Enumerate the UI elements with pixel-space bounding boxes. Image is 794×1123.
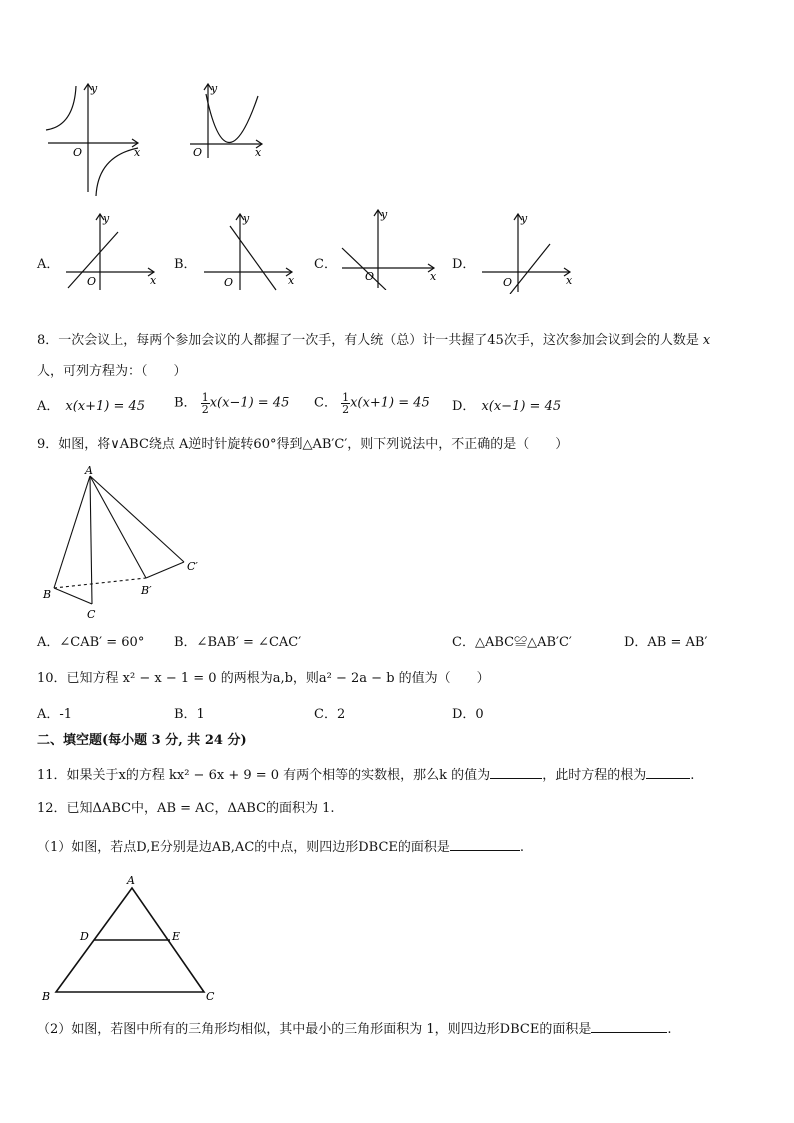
q7-graph-parabola <box>186 80 276 160</box>
point-c-label: C <box>87 608 96 621</box>
q7-option-a-label: A． <box>37 257 60 272</box>
svg-text:y: y <box>103 212 110 225</box>
q8-stem-line1: 8．一次会议上，每两个参加会议的人都握了一次手，有人统（总）计一共握了45次手，这次参加会议到会的人数是 x <box>37 333 711 348</box>
q9-option-a: A．∠CAB′ = 60° <box>37 635 145 650</box>
point-e-label: E <box>172 930 181 943</box>
svg-text:y: y <box>381 208 388 221</box>
axis-x-label: x <box>134 146 141 159</box>
q12-sub1: （1）如图，若点D,E分别是边AB,AC的中点，则四边形DBCE的面积是 . <box>37 836 524 857</box>
q10-option-d: D．0 <box>452 707 484 722</box>
point-a-label: A <box>85 464 93 477</box>
section-title: 二、填空题(每小题 3 分, 共 24 分) <box>37 733 247 748</box>
q11-blank-root[interactable] <box>646 764 690 779</box>
q8-option-d: D． x(x−1) = 45 <box>452 399 562 414</box>
q12-sub2: （2）如图，若图中所有的三角形均相似，其中最小的三角形面积为 1，则四边形DBCE的面积是 . <box>37 1018 671 1039</box>
q7-option-d-label: D． <box>452 257 476 272</box>
q9-stem: 9．如图，将∨ABC绕点 A逆时针旋转60°得到△AB′C′，则下列说法中，不正确的是（ ） <box>37 437 569 452</box>
q10-stem: 10．已知方程 x² − x − 1 = 0 的两根为a,b，则a² − 2a − b 的值为（ ） <box>37 671 490 686</box>
q7-option-b-graph <box>200 210 300 292</box>
svg-text:x: x <box>430 270 437 283</box>
svg-text:x: x <box>566 274 573 287</box>
q11-stem: 11．如果关于x的方程 kx² − 6x + 9 = 0 有两个相等的实数根，那么k 的值为 ，此时方程的根为 . <box>37 764 694 785</box>
svg-text:y: y <box>243 212 250 225</box>
point-b-label: B <box>42 990 51 1003</box>
q12-triangle-figure <box>38 870 228 1006</box>
q7-option-b-label: B． <box>174 257 197 272</box>
svg-text:O: O <box>503 276 513 289</box>
point-b1-label: B′ <box>141 584 152 597</box>
point-b-label: B <box>43 588 52 601</box>
q9-option-c: C．△ABC≌△AB′C′ <box>452 635 572 650</box>
svg-text:O: O <box>224 276 234 289</box>
q7-option-d-graph <box>478 210 578 294</box>
svg-text:y: y <box>521 212 528 225</box>
q9-option-d: D．AB = AB′ <box>624 635 708 650</box>
svg-text:y: y <box>211 82 218 95</box>
q10-option-a: A．-1 <box>37 707 73 722</box>
q7-graph-hyperbola <box>40 80 150 198</box>
q8-option-a: A． x(x+1) = 45 <box>37 399 146 414</box>
q7-option-c-graph <box>338 206 442 290</box>
q12-stem: 12．已知ΔABC中，AB = AC，ΔABC的面积为 1. <box>37 801 335 816</box>
svg-text:x: x <box>255 146 262 159</box>
svg-text:O: O <box>365 270 375 283</box>
q9-option-b: B．∠BAB′ = ∠CAC′ <box>174 635 302 650</box>
svg-text:x: x <box>288 274 295 287</box>
origin-label: O <box>73 146 83 159</box>
svg-text:x: x <box>150 274 157 287</box>
q8-option-c: C． $\frac{1}{2}$ x(x+1) = 45 <box>314 391 430 416</box>
axis-y-label: y <box>91 82 98 95</box>
point-c1-label: C′ <box>187 560 198 573</box>
q10-option-b: B．1 <box>174 707 205 722</box>
q8-option-b: B． $\frac{1}{2}$ x(x−1) = 45 <box>174 391 290 416</box>
q8-stem-line2: 人，可列方程为：（ ） <box>37 364 187 379</box>
q12-blank-1[interactable] <box>450 836 520 851</box>
point-c-label: C <box>206 990 215 1003</box>
q10-option-c: C．2 <box>314 707 346 722</box>
q7-option-a-graph <box>62 210 162 292</box>
q12-blank-2[interactable] <box>591 1018 667 1033</box>
point-a-label: A <box>127 874 135 887</box>
svg-text:O: O <box>193 146 203 159</box>
point-d-label: D <box>80 930 89 943</box>
q7-option-c-label: C． <box>314 257 337 272</box>
q9-rotation-figure <box>36 464 206 624</box>
q11-blank-k[interactable] <box>490 764 542 779</box>
svg-text:O: O <box>87 275 97 288</box>
